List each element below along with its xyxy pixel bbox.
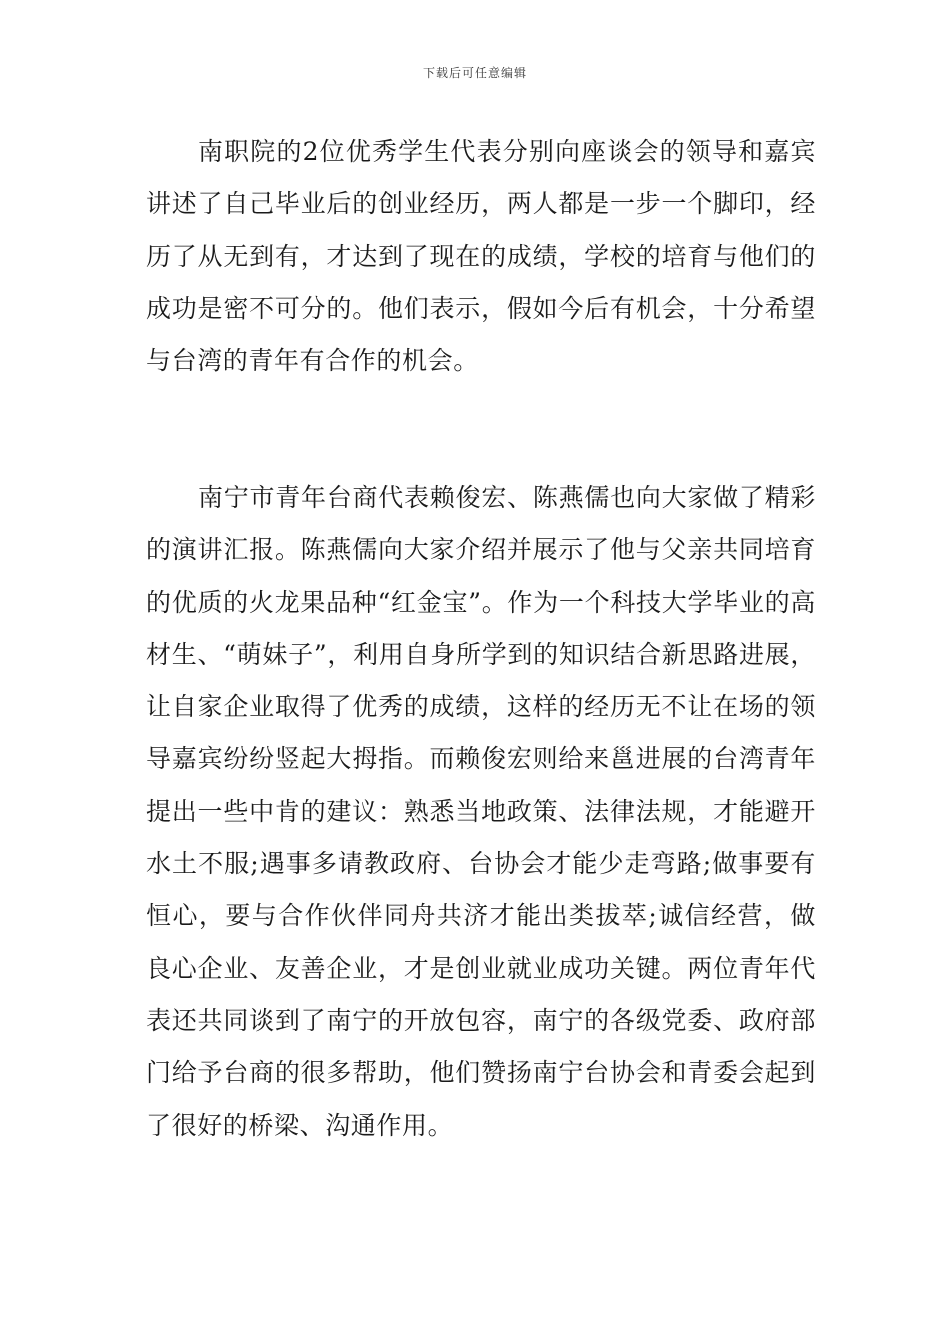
header-note: 下载后可任意编辑 xyxy=(422,66,527,80)
body-paragraph-2: 南宁市青年台商代表赖俊宏、陈燕儒也向大家做了精彩的演讲汇报。陈燕儒向大家介绍并展示了他与父亲共同培育的优质的火龙果品种“红金宝”。作为一个科技大学毕业的高材生、“萌妹子”，利用自身所学到的知识结合新思路进展，让自家企业取得了优秀的成绩，这样的经历无不让在场的领导嘉宾纷纷竖起大拇指。而赖俊宏则给来邕进展的台湾青年提出一些中肯的建议：熟悉当地政策、法律法规，才能避开水土不服;遇事多请教政府、台协会才能少走弯路;做事要有恒心，要与合作伙伴同舟共济才能出类拔萃;诚信经营，做良心企业、友善企业，才是创业就业成功关键。两位青年代表还共同谈到了南宁的开放包容，南宁的各级党委、政府部门给予台商的很多帮助，他们赞扬南宁台协会和青委会起到了很好的桥梁、沟通作用。 xyxy=(146,483,816,1140)
body-paragraph-1: 南职院的2位优秀学生代表分别向座谈会的领导和嘉宾讲述了自己毕业后的创业经历，两人都是一步一个脚印，经历了从无到有，才达到了现在的成绩，学校的培育与他们的成功是密不可分的。他们表示，假如今后有机会，十分希望与台湾的青年有合作的机会。 xyxy=(146,137,816,376)
